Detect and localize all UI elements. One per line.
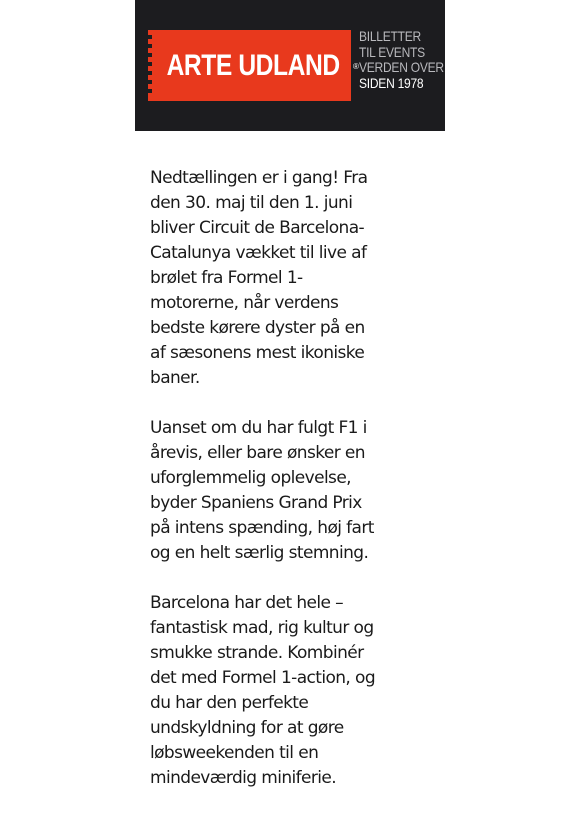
- text-line: brølet fra Formel 1-: [150, 268, 303, 288]
- tagline-line: SIDEN 1978: [359, 74, 424, 91]
- email-body: [150, 166, 435, 816]
- tagline-line: VERDEN OVER: [359, 59, 444, 75]
- text-line: Catalunya vækket til live af: [150, 243, 367, 263]
- text-line: det med Formel 1-action, og: [150, 668, 376, 688]
- f1-paragraph: [150, 416, 435, 566]
- email-header: [135, 0, 445, 131]
- brand-name: ARTE UDLAND: [166, 48, 340, 82]
- text-line: bliver Circuit de Barcelona-: [150, 218, 365, 238]
- text-line: løbsweekenden til en: [150, 743, 319, 763]
- brand-tagline: [359, 28, 444, 91]
- text-line: byder Spaniens Grand Prix: [150, 493, 362, 513]
- text-line: smukke strande. Kombinér: [150, 643, 364, 663]
- text-line: årevis, eller bare ønsker en: [150, 443, 365, 463]
- barcelona-paragraph: [150, 591, 435, 791]
- text-line: og en helt særlig stemning.: [150, 543, 369, 563]
- text-line: på intens spænding, høj fart: [150, 518, 374, 538]
- text-line: uforglemmelig oplevelse,: [150, 468, 351, 488]
- brand-logo[interactable]: [148, 30, 359, 101]
- text-line: Nedtællingen er i gang! Fra: [150, 168, 368, 188]
- text-line: mindeværdig miniferie.: [150, 768, 337, 788]
- text-line: bedste kørere dyster på en: [150, 318, 365, 338]
- text-line: fantastisk mad, rig kultur og: [150, 618, 374, 638]
- text-line: af sæsonens mest ikoniske: [150, 343, 365, 363]
- text-line: motorerne, når verdens: [150, 293, 339, 313]
- text-line: du har den perfekte: [150, 693, 309, 713]
- text-line: baner.: [150, 368, 200, 388]
- text-line: undskyldning for at gøre: [150, 718, 344, 738]
- text-line: Barcelona har det hele –: [150, 593, 344, 613]
- tagline-line: BILLETTER: [359, 28, 421, 44]
- text-line: Uanset om du har fulgt F1 i: [150, 418, 367, 438]
- tagline-line: TIL EVENTS: [359, 43, 425, 60]
- intro-paragraph: [150, 166, 435, 391]
- text-line: den 30. maj til den 1. juni: [150, 193, 353, 213]
- registered-mark: ®: [353, 62, 359, 71]
